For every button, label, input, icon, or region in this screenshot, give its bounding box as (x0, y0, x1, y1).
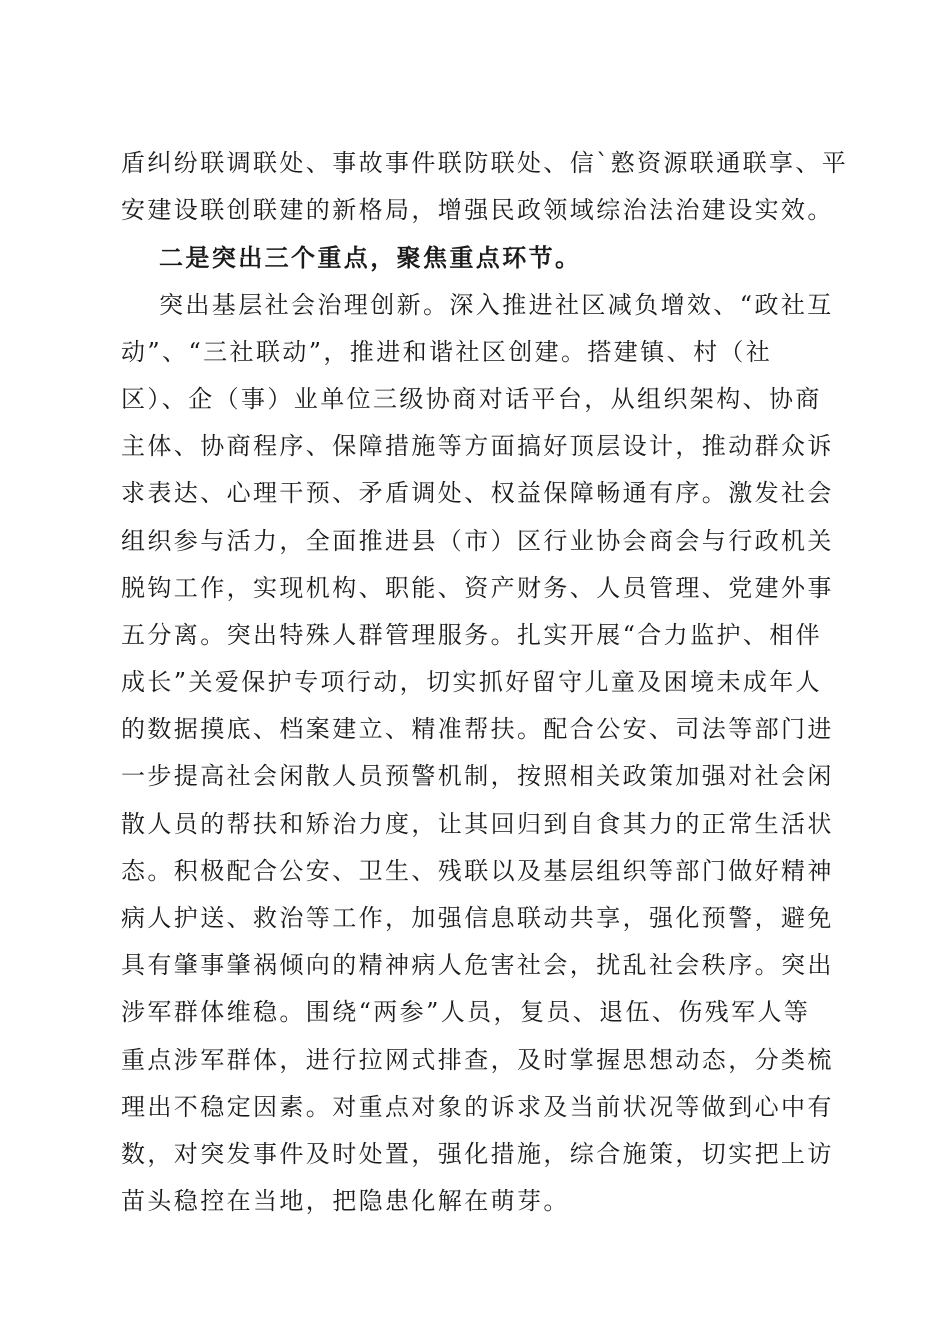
section-heading: 二是突出三个重点，聚焦重点环节。 (159, 243, 582, 273)
text-line: 五分离。突出特殊人群管理服务。扎实开展“合力监护、相伴 (121, 620, 823, 649)
text-line: 苗头稳控在当地，把隐患化解在萌芽。 (121, 1187, 570, 1216)
text-line: 理出不稳定因素。对重点对象的诉求及当前状况等做到心中有 (121, 1092, 834, 1121)
text-line: 的数据摸底、档案建立、精准帮扶。配合公安、司法等部门进 (121, 715, 834, 744)
text-line: 成长”关爱保护专项行动，切实抓好留守儿童及困境未成年人 (121, 668, 823, 697)
text-line: 组织参与活力，全面推进县（市）区行业协会商会与行政机关 (121, 526, 834, 555)
text-line: 数，对突发事件及时处置，强化措施，综合施策，切实把上访 (121, 1139, 834, 1168)
text-line: 散人员的帮扶和矫治力度，让其回归到自食其力的正常生活状 (121, 809, 834, 838)
text-line: 动”、“三社联动”，推进和谐社区创建。搭建镇、村（社 (121, 337, 773, 366)
text-line: 具有肇事肇祸倾向的精神病人危害社会，扰乱社会秩序。突出 (121, 951, 834, 980)
text-line: 区）、企（事）业单位三级协商对话平台，从组织架构、协商 (121, 384, 822, 413)
text-line: 主体、协商程序、保障措施等方面搞好顶层设计，推动群众诉 (121, 432, 834, 461)
text-line: 安建设联创联建的新格局，增强民政领域综治法治建设实效。 (121, 196, 834, 225)
text-line: 求表达、心理干预、矛盾调处、权益保障畅通有序。激发社会 (121, 479, 834, 508)
text-line: 一步提高社会闲散人员预警机制，按照相关政策加强对社会闲 (121, 762, 834, 791)
paragraph-first-line: 突出基层社会治理创新。深入推进社区减负增效、“政社互 (159, 290, 834, 319)
text-line: 态。积极配合公安、卫生、残联以及基层组织等部门做好精神 (121, 856, 834, 885)
text-line: 盾纠纷联调联处、事故事件联防联处、信`憝资源联通联享、平 (121, 149, 849, 177)
text-line: 脱钩工作，实现机构、职能、资产财务、人员管理、党建外事 (121, 573, 834, 602)
text-line: 涉军群体维稳。围绕“两参”人员，复员、退伍、伤残军人等 (121, 998, 811, 1027)
text-line: 重点涉军群体，进行拉网式排查，及时掌握思想动态，分类梳 (121, 1045, 834, 1074)
text-line: 病人护送、救治等工作，加强信息联动共享，强化预警，避免 (121, 904, 834, 932)
document-body (121, 140, 849, 1225)
